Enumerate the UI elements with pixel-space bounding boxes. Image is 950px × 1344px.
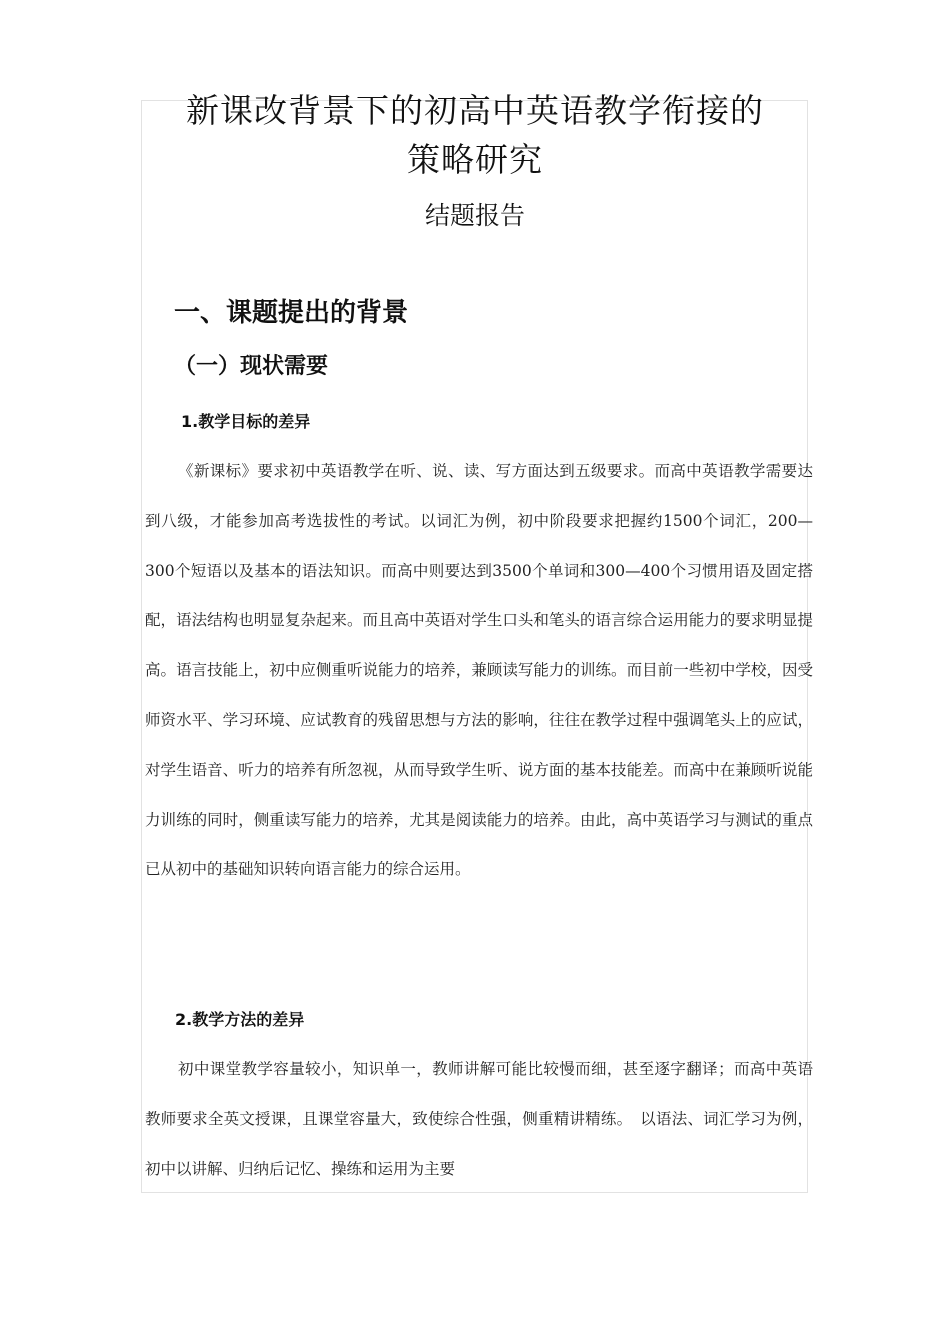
subsection-heading: （一）现状需要 bbox=[174, 354, 329, 379]
document-subtitle: 结题报告 bbox=[424, 201, 525, 230]
item-heading-2: 2.教学方法的差异 bbox=[175, 1010, 305, 1029]
document-title-line2: 策略研究 bbox=[407, 140, 543, 179]
body-paragraph-1: 《新课标》要求初中英语教学在听、说、读、写方面达到五级要求。而高中英语教学需要达到八级，才能参加高考选拔性的考试。以词汇为例，初中阶段要求把握约1500个词汇，200—300个短语以及基本的语法知识。而高中则要达到3500个单词和300—400个习惯用语及固定搭配，语法结构也明显复杂起来。而且高中英语对学生口头和笔头的语言综合运用能力的要求明显提高。语言技能上，初中应侧重听说能力的培养，兼顾读写能力的训练。而目前一些初中学校，因受师资水平、学习环境、应试教育的残留思想与方法的影响，往往在教学过程中强调笔头上的应试，对学生语音、听力的培养有所忽视，从而导致学生听、说方面的基本技能差。而高中在兼顾听说能力训练的同时，侧重读写能力的培养，尤其是阅读能力的培养。由此，高中英语学习与测试的重点已从初中的基础知识转向语言能力的综合运用。 bbox=[145, 462, 813, 879]
section-heading: 一、课题提出的背景 bbox=[174, 298, 409, 328]
body-paragraph-2: 初中课堂教学容量较小，知识单一，教师讲解可能比较慢而细，甚至逐字翻译；而高中英语教师要求全英文授课，且课堂容量大，致使综合性强，侧重精讲精练。 以语法、词汇学习为例，初中以讲解、归纳后记忆、操练和运用为主要 bbox=[145, 1060, 813, 1178]
document-title-line1: 新课改背景下的初高中英语教学衔接的 bbox=[186, 91, 764, 130]
item-heading-1: 1.教学目标的差异 bbox=[181, 412, 311, 431]
